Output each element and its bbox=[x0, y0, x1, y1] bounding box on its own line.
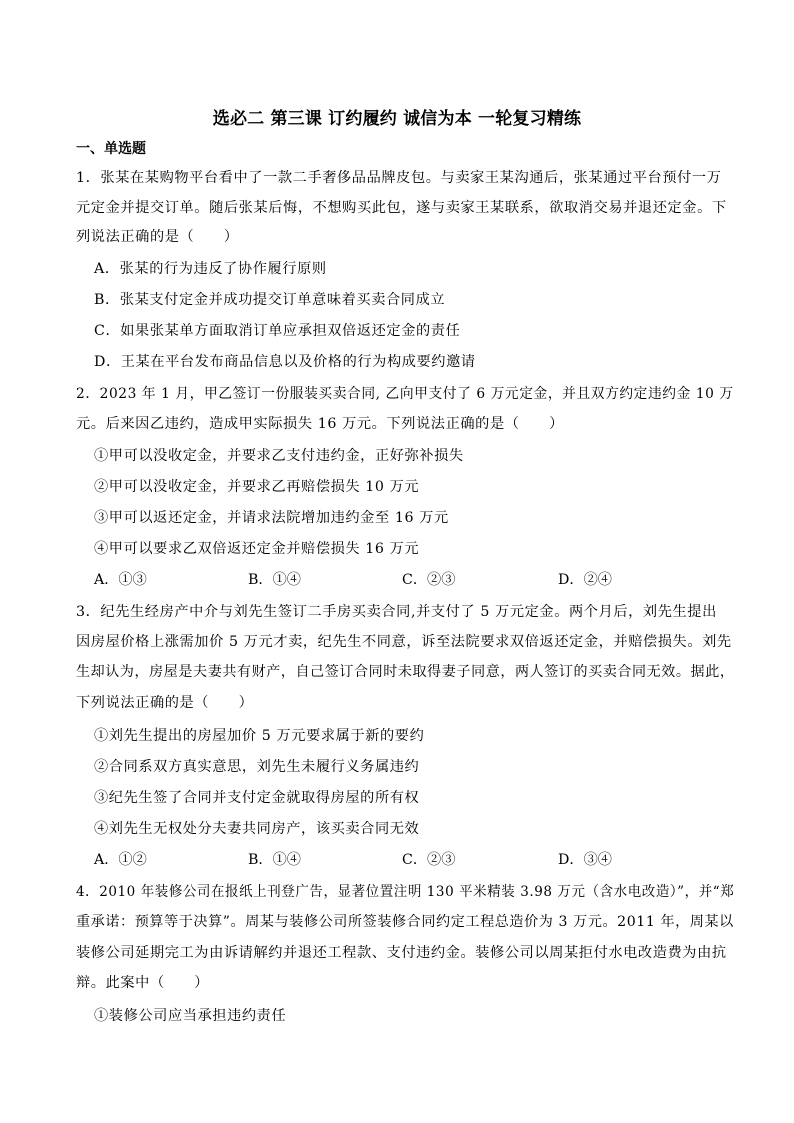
question-2-statement-2: ②甲可以没收定金，并要求乙再赔偿损失 10 万元 bbox=[94, 479, 420, 495]
section-heading: 一、单选题 bbox=[76, 141, 146, 157]
question-1-option-b: B．张某支付定金并成功提交订单意味着买卖合同成立 bbox=[94, 292, 446, 308]
question-1-option-c: C．如果张某单方面取消订单应承担双倍返还定金的责任 bbox=[94, 323, 461, 339]
question-1-stem-line-2: 元定金并提交订单。随后张某后悔，不想购买此包，遂与卖家王某联系，欲取消交易并退还定金。下 bbox=[76, 200, 727, 216]
question-3-statement-2: ②合同系双方真实意思，刘先生未履行义务属违约 bbox=[94, 759, 420, 775]
question-3-choice-d: D．③④ bbox=[558, 852, 612, 868]
question-3-choice-c: C．②③ bbox=[402, 852, 456, 868]
question-2-choice-a: A．①③ bbox=[94, 572, 147, 588]
question-2-choice-c: C．②③ bbox=[402, 572, 456, 588]
question-2-stem-line-2: 元。后来因乙违约，造成甲实际损失 16 万元。下列说法正确的是（ ） bbox=[76, 416, 564, 432]
question-3-statement-1: ①刘先生提出的房屋加价 5 万元要求属于新的要约 bbox=[94, 728, 425, 744]
question-2-statement-3: ③甲可以返还定金，并请求法院增加违约金至 16 万元 bbox=[94, 510, 449, 526]
question-3-stem-line-4: 下列说法正确的是（ ） bbox=[76, 695, 254, 711]
question-3-choice-a: A．①② bbox=[94, 852, 147, 868]
question-1-option-a: A．张某的行为违反了协作履行原则 bbox=[94, 261, 327, 277]
page-title: 选必二 第三课 订约履约 诚信为本 一轮复习精练 bbox=[212, 109, 582, 129]
question-2-choice-d: D．②④ bbox=[558, 572, 612, 588]
question-3-statement-3: ③纪先生签了合同并支付定金就取得房屋的所有权 bbox=[94, 790, 420, 806]
question-3-stem-line-2: 因房屋价格上涨需加价 5 万元才卖，纪先生不同意，诉至法院要求双倍返还定金，并赔偿损失。刘先 bbox=[76, 634, 732, 650]
question-3-choice-b: B．①④ bbox=[248, 852, 301, 868]
question-3-statement-4: ④刘先生无权处分夫妻共同房产，该买卖合同无效 bbox=[94, 821, 420, 837]
question-3-stem-line-1: 3．纪先生经房产中介与刘先生签订二手房买卖合同,并支付了 5 万元定金。两个月后，刘先生提出 bbox=[76, 604, 717, 620]
question-2-statement-4: ④甲可以要求乙双倍返还定金并赔偿损失 16 万元 bbox=[94, 541, 420, 557]
question-4-stem-line-1: 4．2010 年装修公司在报纸上刊登广告，显著位置注明 130 平米精装 3.98 万元（含水电改造）”，并“郑 bbox=[76, 884, 735, 900]
question-4-stem-line-2: 重承诺：预算等于决算”。周某与装修公司所签装修合同约定工程总造价为 3 万元。2011 年，周某以 bbox=[76, 914, 734, 930]
question-2-stem-line-1: 2．2023 年 1 月，甲乙签订一份服装买卖合同, 乙向甲支付了 6 万元定金，并且双方约定违约金 10 万 bbox=[76, 386, 734, 402]
question-1-option-d: D．王某在平台发布商品信息以及价格的行为构成要约邀请 bbox=[94, 354, 476, 370]
question-3-stem-line-3: 生却认为，房屋是夫妻共有财产，自己签订合同时未取得妻子同意，两人签订的买卖合同无效。据此， bbox=[76, 664, 735, 680]
question-1-stem-line-3: 列说法正确的是（ ） bbox=[76, 229, 239, 245]
question-2-choice-b: B．①④ bbox=[248, 572, 301, 588]
question-4-stem-line-4: 辩。此案中（ ） bbox=[76, 975, 210, 991]
question-2-statement-1: ①甲可以没收定金，并要求乙支付违约金，正好弥补损失 bbox=[94, 448, 464, 464]
question-1-stem-line-1: 1．张某在某购物平台看中了一款二手奢侈品品牌皮包。与卖家王某沟通后，张某通过平台预付一万 bbox=[76, 170, 722, 186]
question-4-statement-1: ①装修公司应当承担违约责任 bbox=[94, 1008, 287, 1024]
question-4-stem-line-3: 装修公司延期完工为由诉请解约并退还工程款、支付违约金。装修公司以周某拒付水电改造费为由抗 bbox=[76, 945, 727, 961]
